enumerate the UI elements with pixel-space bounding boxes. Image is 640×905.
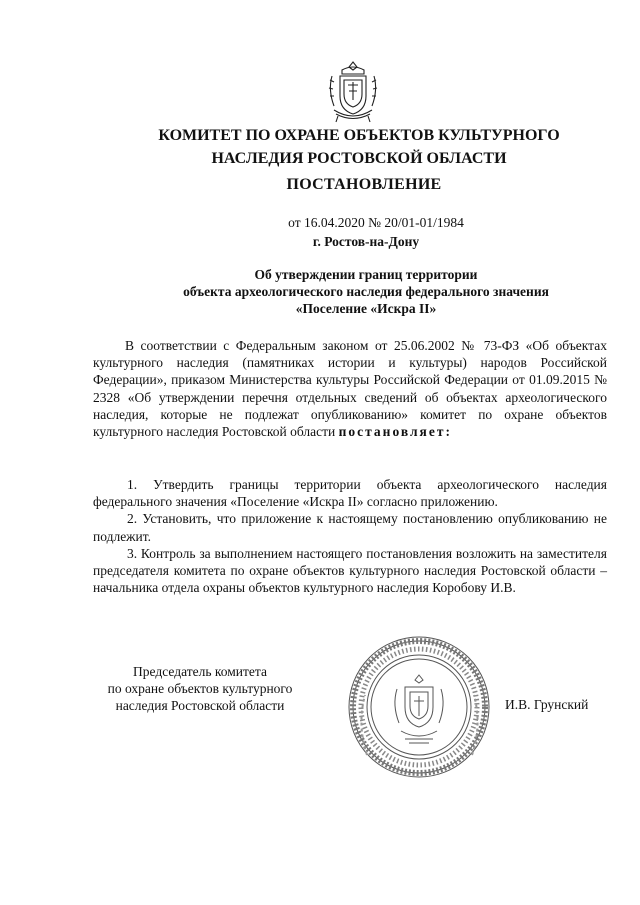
resolves-word: постановляет:	[338, 424, 452, 440]
subject-line2: объекта археологического наследия федерального значения	[183, 284, 549, 299]
subject-line3: «Поселение «Искра II»	[295, 301, 437, 316]
official-seal-icon	[347, 635, 492, 780]
document-type: ПОСТАНОВЛЕНИЕ	[286, 176, 442, 193]
subject-line1: Об утверждении границ территории	[254, 267, 478, 282]
signatory-name: И.В. Грунский	[505, 697, 589, 712]
signatory-position-line2: по охране объектов культурного	[107, 681, 293, 696]
signatory-position	[82, 663, 318, 714]
document-city: г. Ростов-на-Дону	[312, 234, 420, 249]
resolution-item: 1. Утвердить границы территории объекта археологического наследия федерального значения «Поселение «Искра II» согласно приложению.	[93, 477, 607, 510]
organization-title-line2: НАСЛЕДИЯ РОСТОВСКОЙ ОБЛАСТИ	[211, 150, 507, 167]
signatory-position-line1: Председатель комитета	[133, 664, 267, 679]
organization-title	[50, 124, 640, 170]
document-subject	[46, 266, 640, 317]
coat-of-arms-icon	[324, 58, 382, 124]
resolution-item: 2. Установить, что приложение к настоящему постановлению опубликованию не подлежит.	[93, 511, 607, 544]
resolution-items	[93, 476, 607, 596]
preamble-paragraph	[93, 337, 607, 440]
resolution-item: 3. Контроль за выполнением настоящего постановления возложить на заместителя председателя комитета по охране объектов культурного наследия Ростовской области – начальника отдела охраны объектов культурного наследия Коробову И.В.	[93, 545, 607, 596]
signatory-position-line3: наследия Ростовской области	[115, 698, 285, 713]
document-date-number: от 16.04.2020 № 20/01-01/1984	[288, 215, 464, 230]
preamble-text: В соответствии с Федеральным законом от 25.06.2002 № 73-ФЗ «Об объектах культурного наследия (памятниках истории и культуры) народов Российской Федерации», приказом Министерства культуры Российской Федерации от 01.09.2015 № 2328 «Об утверждении перечня отдельных сведений об объектах археологического наследия, которые не подлежат опубликованию» комитет по охране объектов культурного наследия Ростовской области	[93, 338, 607, 440]
organization-title-line1: КОМИТЕТ ПО ОХРАНЕ ОБЪЕКТОВ КУЛЬТУРНОГО	[158, 127, 560, 144]
